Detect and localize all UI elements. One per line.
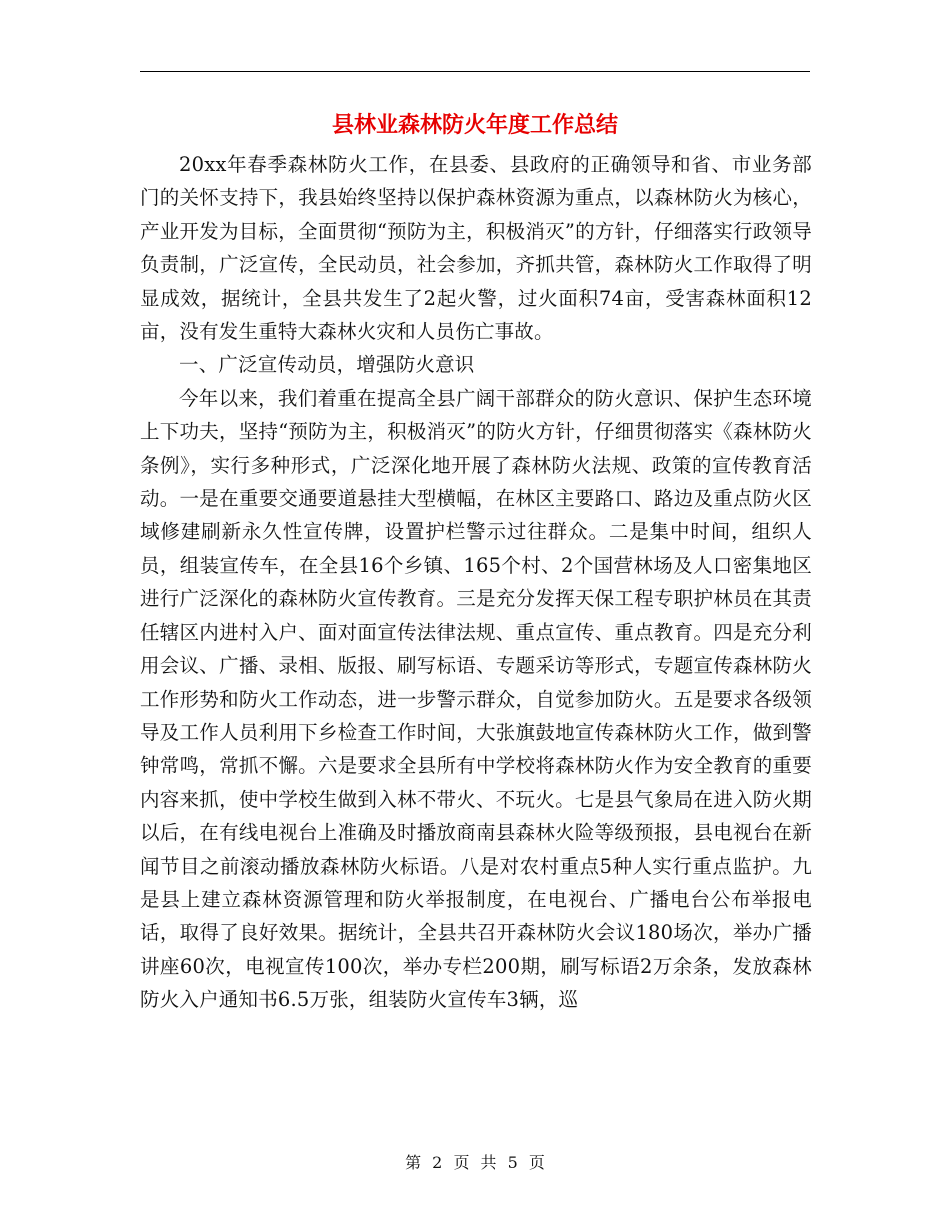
- section-heading: 一、广泛宣传动员，增强防火意识: [179, 353, 475, 377]
- page-number: 第 2 页 共 5 页: [405, 1153, 545, 1172]
- section-paragraph: 今年以来，我们着重在提高全县广阔干部群众的防火意识、保护生态环境上下功夫，坚持“预防为主，积极消灭”的防火方针，仔细贯彻落实《森林防火条例》，实行多种形式，广泛深化地开展了森林防火法规、政策的宣传教育活动。一是在重要交通要道悬挂大型横幅，在林区主要路口、路边及重点防火区域修建刷新永久性宣传牌，设置护栏警示过往群众。二是集中时间，组织人员，组装宣传车，在全县16个乡镇、165个村、2个国营林场及人口密集地区进行广泛深化的森林防火宣传教育。三是充分发挥天保工程专职护林员在其责任辖区内进村入户、面对面宣传法律法规、重点宣传、重点教育。四是充分利用会议、广播、录相、版报、刷写标语、专题采访等形式，专题宣传森林防火工作形势和防火工作动态，进一步警示群众，自觉参加防火。五是要求各级领导及工作人员利用下乡检查工作时间，大张旗鼓地宣传森林防火工作，做到警钟常鸣，常抓不懈。六是要求全县所有中学校将森林防火作为安全教育的重要内容来抓，使中学校生做到入林不带火、不玩火。七是县气象局在进入防火期以后，在有线电视台上准确及时播放商南县森林火险等级预报，县电视台在新闻节目之前滚动播放森林防火标语。八是对农村重点5种人实行重点监护。九是县上建立森林资源管理和防火举报制度，在电视台、广播电台公布举报电话，取得了良好效果。据统计，全县共召开森林防火会议180场次，举办广播讲座60次，电视宣传100次，举办专栏200期，刷写标语2万余条，发放森林防火入户通知书6.5万张，组装防火宣传车3辆，巡: [140, 386, 812, 1012]
- document-body: [140, 148, 812, 1017]
- document-title: 县林业森林防火年度工作总结: [331, 113, 618, 138]
- header-rule: [140, 71, 810, 72]
- intro-paragraph: 20xx年春季森林防火工作，在县委、县政府的正确领导和省、市业务部门的关怀支持下，我县始终坚持以保护森林资源为重点，以森林防火为核心，产业开发为目标，全面贯彻“预防为主，积极消灭”的方针，仔细落实行政领导负责制，广泛宣传，全民动员，社会参加，齐抓共管，森林防火工作取得了明显成效，据统计，全县共发生了2起火警，过火面积74亩，受害森林面积12亩，没有发生重特大森林火灾和人员伤亡事故。: [140, 153, 812, 344]
